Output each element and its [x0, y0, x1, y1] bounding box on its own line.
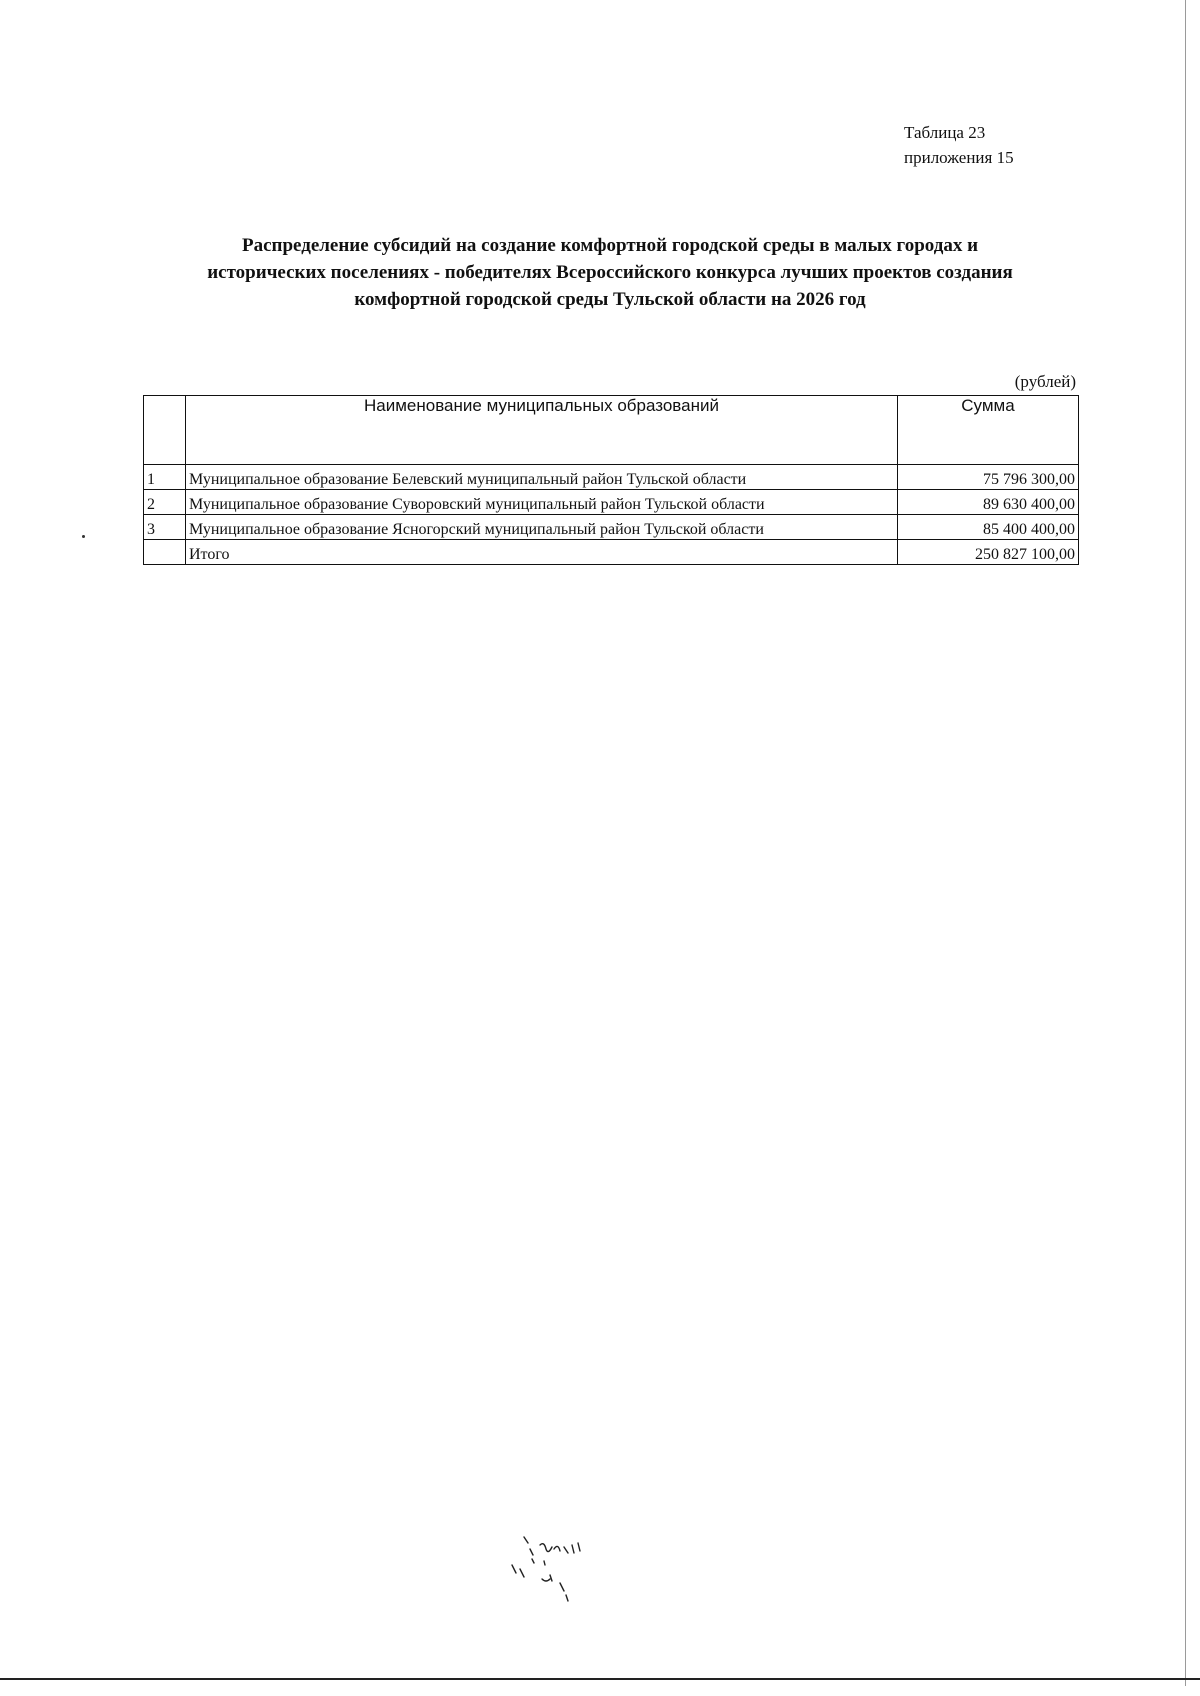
table-row [144, 515, 1079, 540]
header-name: Наименование муниципальных образований [186, 396, 898, 465]
total-label: Итого [186, 540, 898, 565]
subsidy-table [143, 395, 1079, 565]
document-title [120, 232, 1100, 313]
row-sum: 89 630 400,00 [898, 490, 1079, 515]
total-sum: 250 827 100,00 [898, 540, 1079, 565]
row-name: Муниципальное образование Суворовский муниципальный район Тульской области [186, 490, 898, 515]
header-sum: Сумма [898, 396, 1079, 465]
page-edge-line [1185, 0, 1186, 1686]
total-num [144, 540, 186, 565]
appendix-number: приложения 15 [904, 148, 1014, 167]
page-bottom-line [0, 1678, 1200, 1680]
table-row [144, 490, 1079, 515]
row-name: Муниципальное образование Ясногорский муниципальный район Тульской области [186, 515, 898, 540]
table-reference [904, 120, 1014, 170]
header-num [144, 396, 186, 465]
handwritten-signature [510, 1535, 620, 1635]
row-name: Муниципальное образование Белевский муниципальный район Тульской области [186, 465, 898, 490]
units-label: (рублей) [1014, 372, 1076, 391]
title-line-3: комфортной городской среды Тульской области на 2026 год [354, 289, 866, 310]
scan-speck [82, 535, 85, 538]
row-num: 3 [144, 515, 186, 540]
table-header-row [144, 396, 1079, 465]
title-line-2: исторических поселениях - победителях Всероссийского конкурса лучших проектов создания [207, 262, 1013, 283]
row-sum: 75 796 300,00 [898, 465, 1079, 490]
title-line-1: Распределение субсидий на создание комфортной городской среды в малых городах и [241, 235, 979, 256]
table-number: Таблица 23 [904, 123, 986, 142]
row-num: 1 [144, 465, 186, 490]
row-num: 2 [144, 490, 186, 515]
total-row [144, 540, 1079, 565]
row-sum: 85 400 400,00 [898, 515, 1079, 540]
table-row [144, 465, 1079, 490]
